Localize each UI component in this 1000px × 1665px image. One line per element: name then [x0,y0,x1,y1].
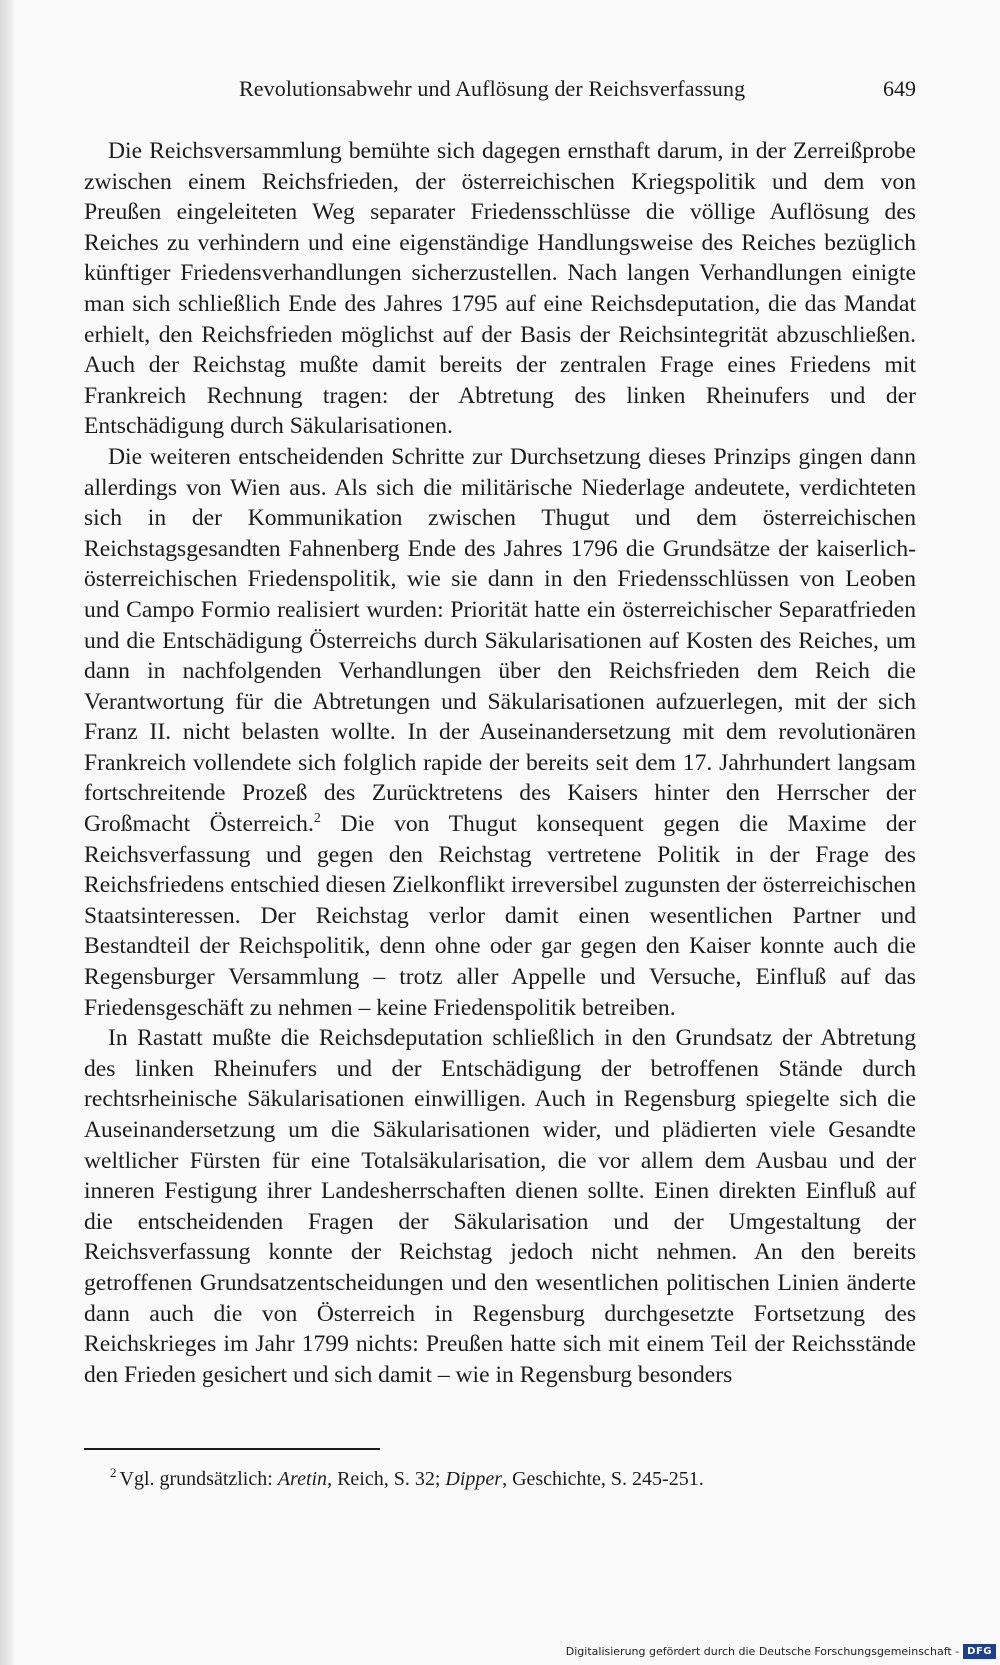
footnote-prefix: Vgl. grundsätzlich: [119,1468,278,1490]
page-gutter-shadow [0,0,14,1665]
footnote-author-1: Aretin [277,1468,328,1490]
paragraph-1: Die Reichsversammlung bemühte sich dagegen ernsthaft darum, in der Zerreißprobe zwischen einem Reichsfrieden, der österreichischen Kriegspolitik und dem von Preußen eingeleiteten Weg separater Friedensschlüsse die völlige Auflösung des Reiches zu verhindern und eine eigenständige Handlungsweise des Reiches bezüglich künftiger Friedensverhandlungen sicherzustellen. Nach langen Verhandlungen einigte man sich schließlich Ende des Jahres 1795 auf eine Reichsdeputation, die das Mandat erhielt, den Reichsfrieden möglichst auf der Basis der Reichsintegrität abzuschließen. Auch der Reichstag mußte damit bereits der zentralen Frage eines Friedens mit Frankreich Rechnung tragen: der Abtretung des linken Rheinufers und der Entschädigung durch Säkularisationen. [84,138,916,440]
footnote-author-2: Dipper [445,1468,503,1490]
paragraph-2 [84,442,916,1023]
footnote [110,1466,910,1492]
paragraph-3: In Rastatt mußte die Reichsdeputation schließlich in den Grundsatz der Abtretung des linken Rheinufers und der Entschädigung der betroffenen Stände durch rechtsrheinische Säkularisationen einwilligen. Auch in Regensburg spiegelte sich die Auseinandersetzung um die Säkularisationen wider, und plädierten viele Gesandte weltlicher Fürsten für eine Totalsäkularisation, die vor allem dem Ausbau und der inneren Festigung ihrer Landesherrschaften dienen sollte. Einen direkten Einfluß auf die entscheidenden Fragen der Säkularisation und der Umgestaltung der Reichsverfassung konnte der Reichstag jedoch nicht nehmen. An den bereits getroffenen Grundsatzentscheidungen und den wesentlichen politischen Linien änderte dann auch die von Österreich in Regensburg durchgesetzte Fortsetzung des Reichskrieges im Jahr 1799 nichts: Preußen hatte sich mit einem Teil der Reichsstände den Frieden gesichert und sich damit – wie in Regensburg besonders [84,1025,916,1388]
footnote-number: 2 [110,1465,117,1481]
credit-text: Digitalisierung gefördert durch die Deutsche Forschungsgemeinschaft - [565,1644,960,1658]
footnote-divider [84,1448,380,1450]
digitization-credit [566,1641,996,1661]
paragraph-2-text-b: Die von Thugut konsequent gegen die Maxime der Reichsverfassung und gegen den Reichstag vertretene Politik in der Frage des Reichsfriedens entschied diesen Zielkonflikt irreversibel zugunsten der österreichischen Staatsinteressen. Der Reichstag verlor damit einen wesentlichen Partner und Bestandteil der Reichspolitik, denn ohne oder gar gegen den Kaiser konnte auch die Regensburger Versammlung – trotz aller Appelle und Versuche, Einfluß auf das Friedensgeschäft zu nehmen – keine Friedenspolitik betreiben. [84,811,916,1021]
dfg-logo-icon: DFG [963,1644,996,1659]
footnote-ref-2: , Geschichte, S. 245-251. [502,1468,704,1490]
running-title: Revolutionsabwehr und Auflösung der Reichsverfassung [239,76,746,101]
page-number: 649 [883,76,916,101]
running-header [84,76,916,106]
footnote-reference[interactable]: 2 [313,811,321,827]
body-text [84,136,916,1390]
paragraph-2-text-a: Die weiteren entscheidenden Schritte zur Durchsetzung dieses Prinzips gingen dann allerdings von Wien aus. Als sich die militärische Niederlage andeutete, verdichteten sich in der Kommunikation zwischen Thugut und dem österreichischen Reichstagsgesandten Fahnenberg Ende des Jahres 1796 die Grundsätze der kaiserlich-österreichischen Friedenspolitik, wie sie dann in den Friedensschlüssen von Leoben und Campo Formio realisiert wurden: Priorität hatte ein österreichischer Separatfrieden und die Entschädigung Österreichs durch Säkularisationen auf Kosten des Reiches, um dann in nachfolgenden Verhandlungen über den Reichsfrieden dem Reich die Verantwortung für die Abtretungen und Säkularisationen aufzuerlegen, mit der sich Franz II. nicht belasten wollte. In der Auseinandersetzung mit dem revolutionären Frankreich vollendete sich folglich rapide der bereits seit dem 17. Jahrhundert langsam fortschreitende Prozeß des Zurücktretens des Kaisers hinter den Herrscher der Großmacht Österreich. [84,443,916,838]
footnote-ref-1: , Reich, S. 32; [327,1468,446,1490]
